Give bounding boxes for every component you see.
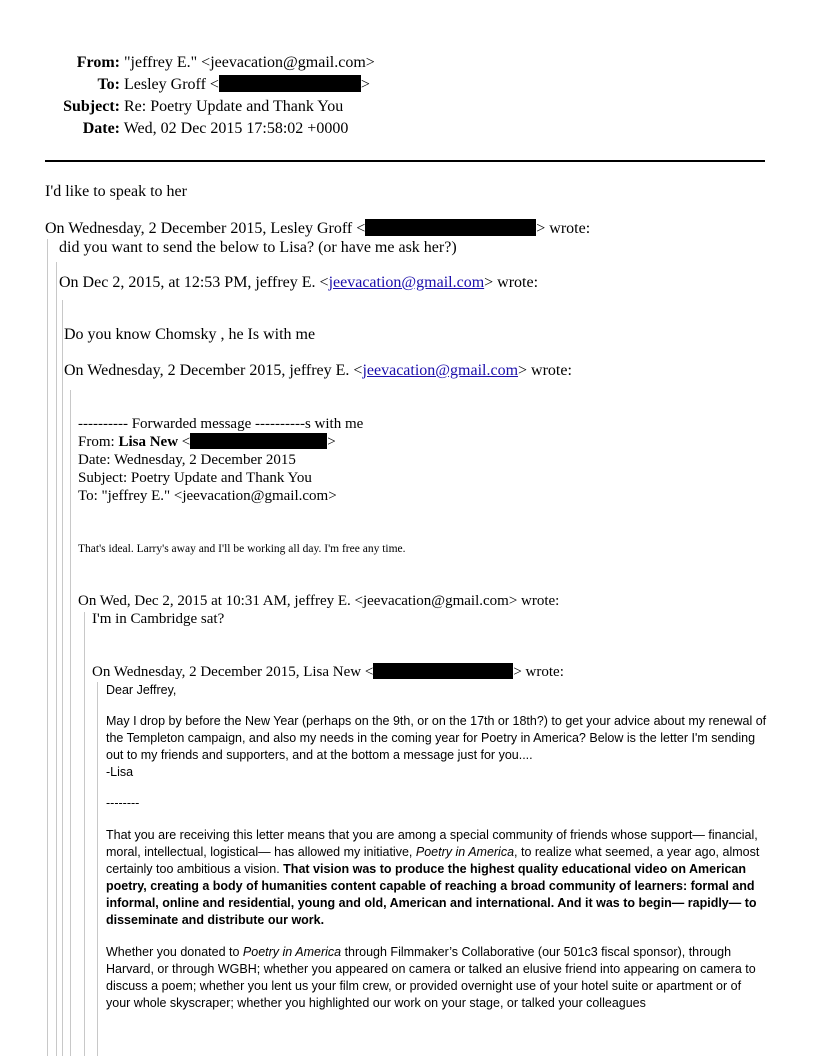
header-date-row (40, 118, 375, 140)
letter-paragraph-1: May I drop by before the New Year (perhaps on the 9th, or on the 17th or 18th?) to get your advice about my renewal of the Templeton campaign, and also my needs in the coming year for Poetry in America? Below is the letter I'm sending out to my friends and supporters, and at the bottom a message just for you.... (106, 714, 767, 762)
forwarded-from-close: > (327, 434, 336, 450)
p2-italic-title: Poetry in America (415, 845, 515, 859)
p3-italic-title: Poetry in America (242, 945, 342, 959)
redaction-block (219, 75, 361, 92)
lisa-attribution (92, 663, 564, 681)
lisa-attr-before: On Wednesday, 2 December 2015, Lisa New < (92, 664, 374, 680)
date-label: Date: (82, 120, 120, 137)
quote-bar (97, 682, 98, 1056)
redaction-block (365, 219, 536, 236)
p2-text-a: That you are receiving this letter means that you are among a special community of friends whose support— financial, moral, intellectual, logistical— has allowed my initiative, (106, 828, 758, 859)
lisa-attr-after: > wrote: (513, 664, 564, 680)
forwarded-from (78, 433, 363, 451)
letter-body (106, 682, 768, 1012)
quote-bar (62, 300, 63, 1056)
redaction-block (190, 433, 327, 449)
quote-bar (56, 262, 57, 1056)
forwarded-date: Date: Wednesday, 2 December 2015 (78, 452, 296, 468)
lesley-attribution (45, 219, 590, 238)
email-link[interactable]: jeevacation@gmail.com (328, 274, 485, 291)
letter-greeting: Dear Jeffrey, (106, 683, 177, 697)
quote-bar (84, 612, 85, 1056)
jeff-message-3: I'm in Cambridge sat? (92, 611, 225, 627)
reply-text: I'd like to speak to her (45, 183, 187, 200)
forwarded-subject: Subject: Poetry Update and Thank You (78, 470, 312, 486)
to-label: To: (97, 76, 120, 93)
to-close: > (360, 76, 370, 93)
from-label: From: (76, 54, 120, 71)
letter-paragraph-3 (106, 944, 768, 1012)
header-from-row (40, 52, 375, 74)
header-to-row (40, 74, 375, 96)
lesley-message: did you want to send the below to Lisa? (or have me ask her?) (59, 239, 457, 256)
subject-value: Re: Poetry Update and Thank You (124, 98, 344, 115)
forwarded-header (78, 415, 363, 505)
lesley-attr-before: On Wednesday, 2 December 2015, Lesley Groff < (45, 220, 366, 237)
to-name: Lesley Groff < (124, 76, 219, 93)
jeff-attribution-2 (64, 361, 572, 380)
date-value: Wed, 02 Dec 2015 17:58:02 +0000 (123, 120, 349, 137)
from-value: "jeffrey E." <jeevacation@gmail.com> (124, 54, 375, 71)
letter-separator: -------- (106, 796, 140, 810)
lesley-attr-after: > wrote: (536, 220, 591, 237)
forwarded-from-open: < (178, 434, 191, 450)
forwarded-to: To: "jeffrey E." <jeevacation@gmail.com> (78, 488, 337, 504)
jeff-attr2-after: > wrote: (518, 362, 572, 379)
header-subject-row (40, 96, 375, 118)
quote-bar (47, 239, 48, 1056)
header-divider (45, 160, 765, 162)
jeff-attribution-3: On Wed, Dec 2, 2015 at 10:31 AM, jeffrey E. <jeevacation@gmail.com> wrote: (78, 593, 560, 609)
jeff-message-1: Do you know Chomsky , he Is with me (64, 326, 316, 343)
jeff-attr1-after: > wrote: (484, 274, 539, 291)
lisa-reply: That's ideal. Larry's away and I'll be working all day. I'm free any time. (78, 543, 406, 555)
jeff-attr1-before: On Dec 2, 2015, at 12:53 PM, jeffrey E. < (59, 274, 329, 291)
email-header (40, 52, 375, 140)
redaction-block (373, 663, 513, 679)
jeff-attribution-1 (59, 273, 538, 292)
subject-label: Subject: (63, 98, 120, 115)
jeff-attr2-before: On Wednesday, 2 December 2015, jeffrey E. < (64, 362, 363, 379)
p2-bold-text: That vision was to produce the highest quality educational video on American poetry, creating a body of humanities content capable of reaching a broad community of learners: formal and informal, online and residential, young and old, American and international. And it was to begin— rapidly— to disseminate and distribute our work. (106, 862, 757, 927)
quote-bar (70, 390, 71, 1056)
p3-text-b: through Filmmaker’s Collaborative (our 501c3 fiscal sponsor), through Harvard, or through WGBH; whether you appeared on camera or talked an elusive friend into appearing on camera to discuss a poem; whether you lent us your film crew, or provided overnight use of your hotel suite or apartment or of your whole skyscraper; whether you highlighted our work on your stage, or talked your colleagues (106, 945, 756, 1010)
forwarded-from-prefix: From: (78, 434, 119, 450)
forwarded-from-name: Lisa New (118, 434, 179, 450)
letter-signoff: -Lisa (106, 765, 134, 779)
p2-text-b: , to realize what seemed, a year ago, almost certainly too ambitious a vision. (106, 845, 760, 876)
letter-paragraph-2 (106, 827, 768, 929)
p3-text-a: Whether you donated to (106, 945, 243, 959)
email-link[interactable]: jeevacation@gmail.com (362, 362, 519, 379)
forwarded-divider: ---------- Forwarded message ----------s with me (78, 416, 364, 432)
